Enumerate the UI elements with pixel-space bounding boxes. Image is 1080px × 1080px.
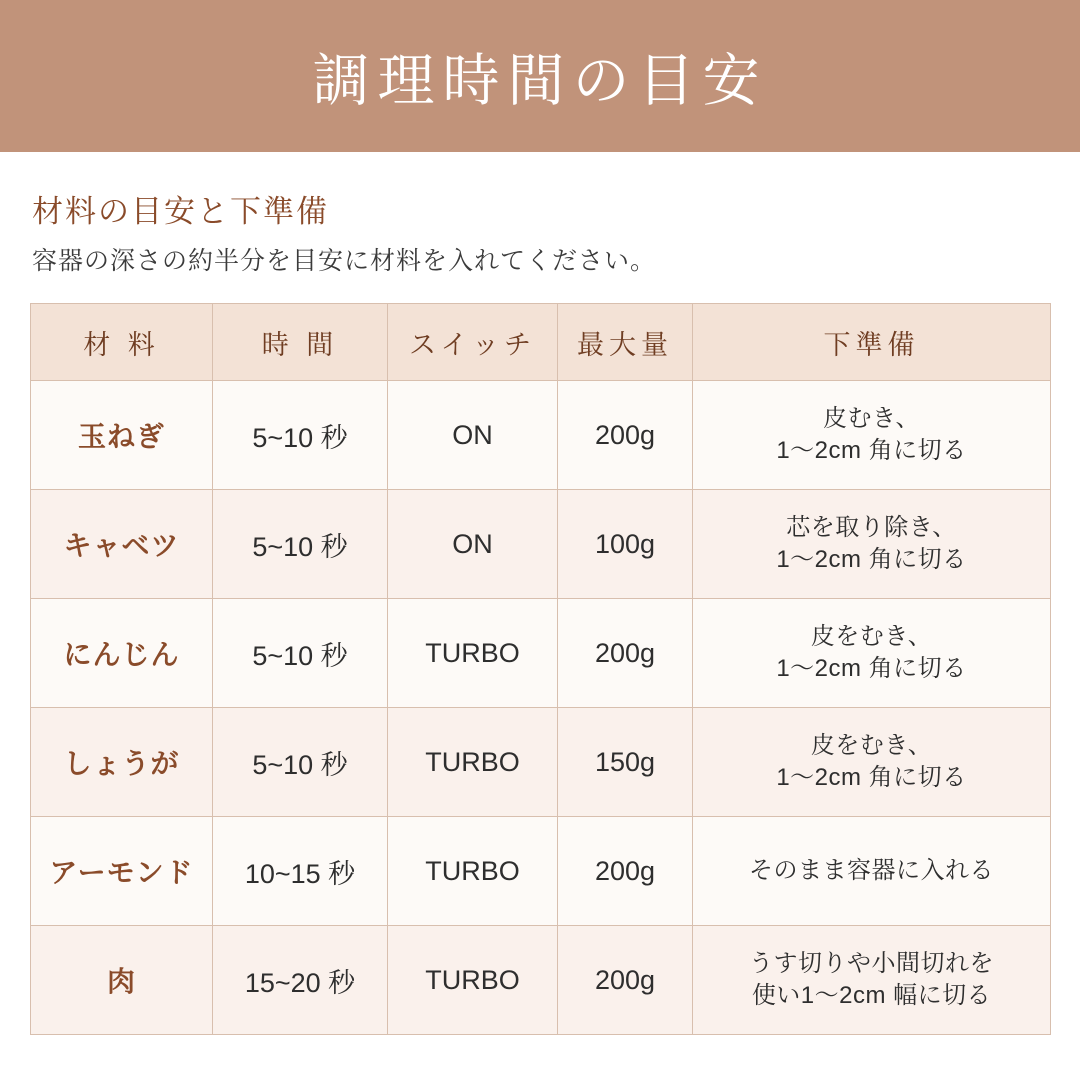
cell-prep bbox=[693, 599, 1051, 708]
cell-prep bbox=[693, 708, 1051, 817]
cooking-time-table bbox=[30, 303, 1051, 1035]
cell-ingredient: 肉 bbox=[31, 926, 213, 1035]
cell-switch: TURBO bbox=[388, 599, 558, 708]
table-row bbox=[31, 599, 1051, 708]
column-header-time: 時 間 bbox=[213, 304, 388, 381]
column-header-ingredient: 材 料 bbox=[31, 304, 213, 381]
cell-max: 200g bbox=[558, 926, 693, 1035]
table-row bbox=[31, 381, 1051, 490]
cell-prep-line2: 1〜2cm 角に切る bbox=[776, 764, 967, 791]
cell-time: 5~10 秒 bbox=[213, 708, 388, 817]
cell-prep-line1: うす切りや小間切れを bbox=[749, 949, 994, 977]
table-row bbox=[31, 926, 1051, 1035]
cell-switch: TURBO bbox=[388, 817, 558, 926]
cell-prep-line1: 皮をむき、 bbox=[810, 731, 933, 759]
table-header-row bbox=[31, 304, 1051, 381]
cell-prep bbox=[693, 926, 1051, 1035]
cell-ingredient: キャベツ bbox=[31, 490, 213, 599]
content-area bbox=[0, 152, 1080, 1035]
cell-switch: TURBO bbox=[388, 926, 558, 1035]
cell-prep-line1: そのまま容器に入れる bbox=[749, 856, 994, 884]
cell-prep bbox=[693, 817, 1051, 926]
cell-time: 5~10 秒 bbox=[213, 599, 388, 708]
cell-time: 5~10 秒 bbox=[213, 490, 388, 599]
cell-prep-line2: 1〜2cm 角に切る bbox=[776, 546, 967, 573]
cell-max: 150g bbox=[558, 708, 693, 817]
table-row bbox=[31, 817, 1051, 926]
cell-prep-line2: 1〜2cm 角に切る bbox=[776, 437, 967, 464]
column-header-max: 最大量 bbox=[558, 304, 693, 381]
cell-prep bbox=[693, 381, 1051, 490]
cell-ingredient: アーモンド bbox=[31, 817, 213, 926]
cell-max: 200g bbox=[558, 599, 693, 708]
section-subtitle: 容器の深さの約半分を目安に材料を入れてください。 bbox=[32, 247, 657, 275]
cell-prep-line2: 1〜2cm 角に切る bbox=[776, 655, 967, 682]
cell-switch: TURBO bbox=[388, 708, 558, 817]
page-title: 調理時間の目安 bbox=[312, 49, 768, 113]
column-header-prep: 下準備 bbox=[693, 304, 1051, 381]
cell-prep-line2: 使い1〜2cm 幅に切る bbox=[751, 982, 992, 1009]
cell-prep bbox=[693, 490, 1051, 599]
header-band bbox=[0, 0, 1080, 152]
section-title: 材料の目安と下準備 bbox=[32, 194, 329, 229]
cell-prep-line1: 芯を取り除き、 bbox=[786, 513, 957, 541]
cell-max: 200g bbox=[558, 381, 693, 490]
cell-time: 5~10 秒 bbox=[213, 381, 388, 490]
cell-max: 100g bbox=[558, 490, 693, 599]
cell-switch: ON bbox=[388, 381, 558, 490]
table-row bbox=[31, 490, 1051, 599]
column-header-switch: スイッチ bbox=[388, 304, 558, 381]
cell-max: 200g bbox=[558, 817, 693, 926]
cell-ingredient: にんじん bbox=[31, 599, 213, 708]
table-row bbox=[31, 708, 1051, 817]
cell-time: 10~15 秒 bbox=[213, 817, 388, 926]
table-header bbox=[31, 304, 1051, 381]
cell-ingredient: しょうが bbox=[31, 708, 213, 817]
cell-prep-line1: 皮むき、 bbox=[822, 404, 921, 432]
table-body bbox=[31, 381, 1051, 1035]
cell-prep-line1: 皮をむき、 bbox=[810, 622, 933, 650]
cell-switch: ON bbox=[388, 490, 558, 599]
cell-ingredient: 玉ねぎ bbox=[31, 381, 213, 490]
cell-time: 15~20 秒 bbox=[213, 926, 388, 1035]
